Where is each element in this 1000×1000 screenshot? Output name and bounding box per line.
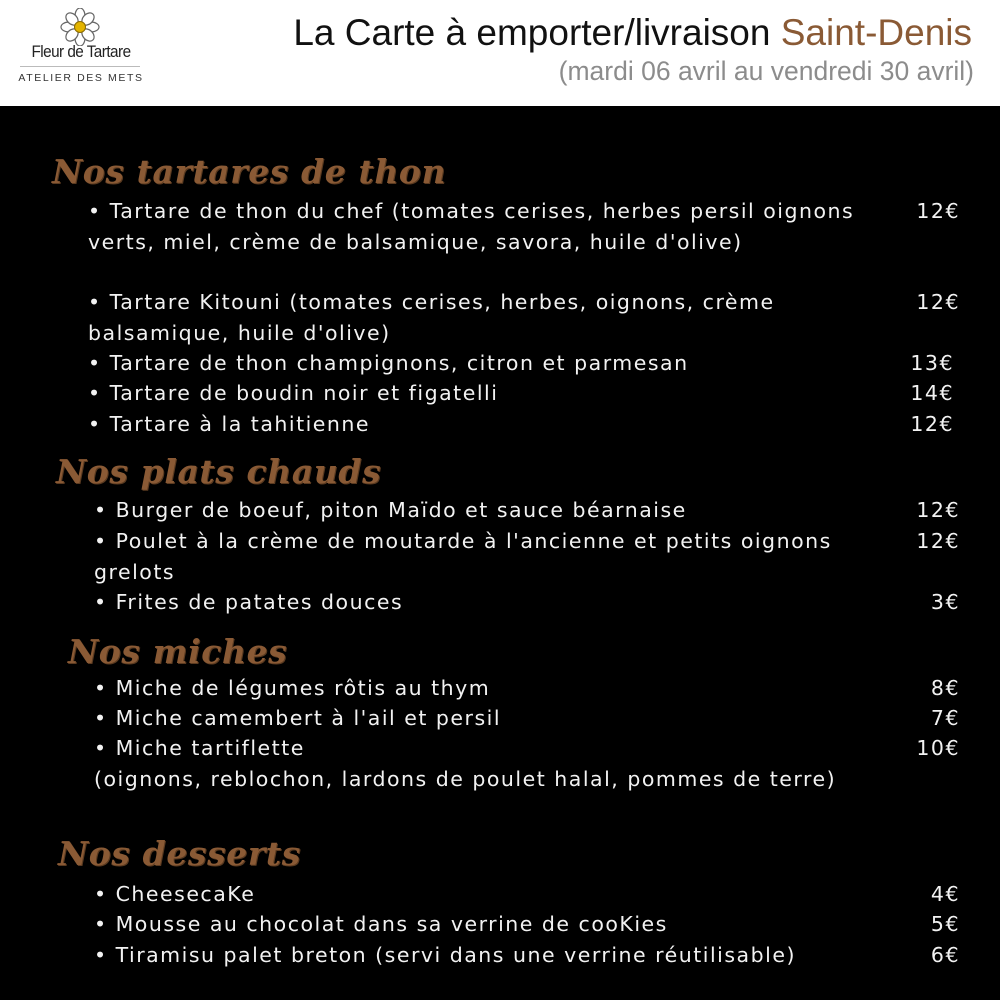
menu-item [94,733,960,764]
item-text: • Miche de légumes rôtis au thym [94,676,491,700]
menu-item [94,495,960,526]
section-title-miches: Nos miches [68,632,288,671]
item-text: • Tartare de thon du chef (tomates cerises, herbes persil oignons verts, miel, crème de balsamique, savora, huile d'olive) [88,199,855,254]
item-price: 12€ [916,290,960,314]
menu-item [88,409,954,440]
item-price: 3€ [930,590,960,614]
title-location: Saint-Denis [780,12,972,53]
item-price: 12€ [916,199,960,223]
item-price: 12€ [916,529,960,553]
item-text: • CheesecaKe [94,882,256,906]
logo-divider [20,66,140,67]
menu-item [88,287,960,348]
menu-item [88,378,954,409]
item-price: 14€ [910,381,954,405]
section-title-desserts: Nos desserts [58,834,301,873]
title-main: La Carte à emporter/livraison [293,12,781,53]
menu-item [94,940,960,971]
logo-name: Fleur de Tartare [31,42,131,61]
item-text: • Miche camembert à l'ail et persil [94,706,502,730]
item-price: 4€ [930,882,960,906]
date-range: (mardi 06 avril au vendredi 30 avril) [558,56,974,86]
daisy-flower-icon [58,8,102,46]
item-text: • Tartare de thon champignons, citron et parmesan [88,351,689,375]
item-text: • Poulet à la crème de moutarde à l'ancienne et petits oignons grelots [94,529,832,584]
item-note: (oignons, reblochon, lardons de poulet halal, pommes de terre) [94,767,837,791]
menu-item [88,348,954,379]
menu-item [94,587,960,618]
item-text: • Tiramisu palet breton (servi dans une verrine réutilisable) [94,943,796,967]
item-price: 10€ [916,736,960,760]
menu-item [94,703,960,734]
item-text: • Tartare de boudin noir et figatelli [88,381,499,405]
item-price: 13€ [910,351,954,375]
item-text: • Frites de patates douces [94,590,404,614]
menu-item [94,526,960,587]
menu-item [94,673,960,704]
item-price: 8€ [930,676,960,700]
menu-item [94,909,960,940]
logo [14,8,148,92]
item-text: • Tartare à la tahitienne [88,412,371,436]
section-title-plats-chauds: Nos plats chauds [56,452,382,491]
page-title [293,12,972,54]
item-price: 7€ [930,706,960,730]
menu-item [88,196,960,257]
item-price: 12€ [910,412,954,436]
section-title-tartares: Nos tartares de thon [52,152,447,191]
item-text: • Miche tartiflette [94,736,305,760]
logo-tagline: ATELIER DES METS [18,72,144,84]
item-price: 12€ [916,498,960,522]
item-text: • Tartare Kitouni (tomates cerises, herbes, oignons, crème balsamique, huile d'olive) [88,290,775,345]
item-text: • Burger de boeuf, piton Maïdo et sauce béarnaise [94,498,687,522]
menu-item [94,879,960,910]
item-price: 6€ [930,943,960,967]
item-price: 5€ [930,912,960,936]
item-text: • Mousse au chocolat dans sa verrine de cooKies [94,912,668,936]
header [0,0,1000,106]
